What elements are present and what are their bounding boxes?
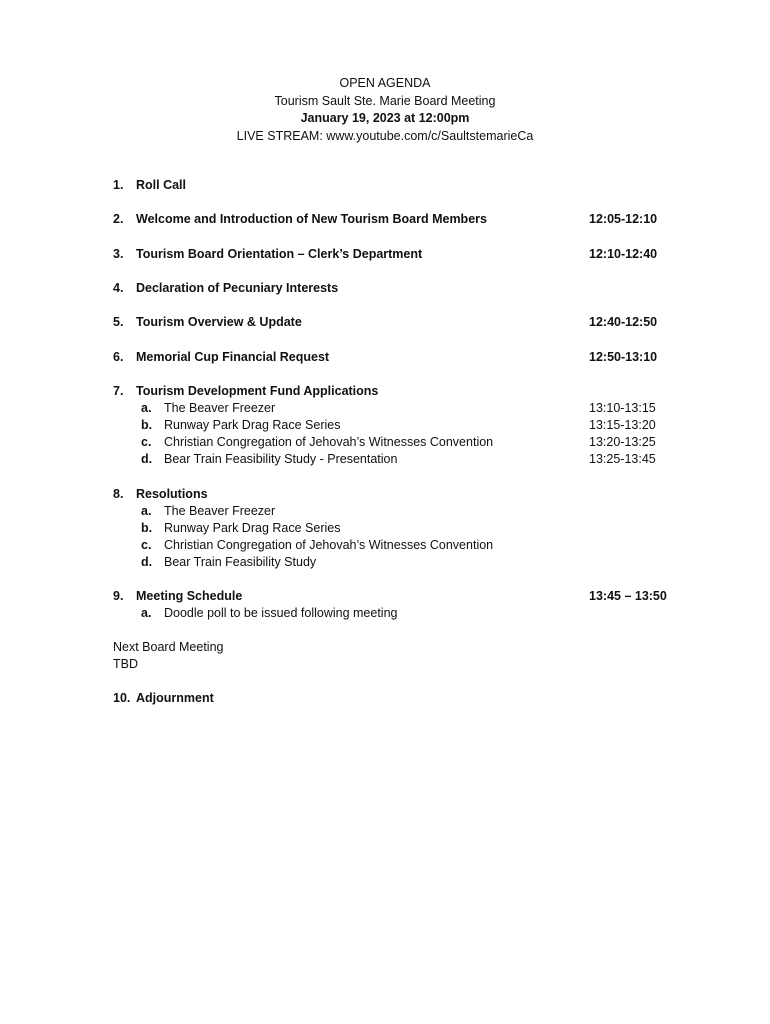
item-number: 1. [113, 178, 124, 192]
item-time: 12:50-13:10 [589, 350, 658, 364]
item-title: Resolutions [136, 487, 208, 501]
item-number: 8. [113, 487, 124, 501]
sub-item-letter: b. [141, 521, 153, 535]
sub-item-text: Christian Congregation of Jehovah’s Witnesses Convention [164, 538, 494, 552]
item-title: Adjournment [136, 691, 214, 705]
next-meeting-label: Next Board Meeting [113, 640, 224, 654]
item-time: 12:10-12:40 [589, 247, 658, 261]
sub-item-letter: a. [141, 504, 152, 518]
sub-item-text: Christian Congregation of Jehovah’s Witnesses Convention [164, 435, 494, 449]
item-title: Meeting Schedule [136, 589, 243, 603]
livestream-link: LIVE STREAM: www.youtube.com/c/SaultstemarieCa [236, 128, 534, 143]
item-time: 12:40-12:50 [589, 315, 658, 329]
sub-item-text: Bear Train Feasibility Study [164, 555, 317, 569]
sub-item-letter: c. [141, 538, 152, 552]
sub-item-letter: a. [141, 606, 152, 620]
agenda-title: OPEN AGENDA [339, 76, 431, 90]
item-title: Tourism Development Fund Applications [136, 384, 379, 398]
sub-item-time: 13:10-13:15 [589, 401, 656, 415]
sub-item-text: Doodle poll to be issued following meeting [164, 606, 398, 620]
item-number: 10. [113, 691, 131, 705]
sub-item-letter: d. [141, 555, 153, 569]
sub-item-text: The Beaver Freezer [164, 504, 276, 518]
item-title: Memorial Cup Financial Request [136, 350, 330, 364]
item-title: Tourism Overview & Update [136, 315, 302, 329]
sub-item-text: The Beaver Freezer [164, 401, 276, 415]
meeting-date: January 19, 2023 at 12:00pm [300, 111, 470, 125]
sub-item-letter: d. [141, 452, 153, 466]
sub-item-time: 13:25-13:45 [589, 452, 656, 466]
item-number: 4. [113, 281, 124, 295]
item-title: Roll Call [136, 178, 187, 192]
item-number: 5. [113, 315, 124, 329]
agenda-header [0, 75, 770, 145]
item-title: Welcome and Introduction of New Tourism Board Members [136, 212, 487, 226]
item-number: 7. [113, 384, 124, 398]
next-meeting-value: TBD [113, 657, 138, 671]
item-number: 3. [113, 247, 124, 261]
sub-item-letter: a. [141, 401, 152, 415]
sub-item-text: Runway Park Drag Race Series [164, 418, 341, 432]
item-number: 9. [113, 589, 124, 603]
meeting-name: Tourism Sault Ste. Marie Board Meeting [274, 93, 496, 108]
sub-item-text: Bear Train Feasibility Study - Presentation [164, 452, 398, 466]
item-number: 6. [113, 350, 124, 364]
item-number: 2. [113, 212, 124, 226]
sub-item-text: Runway Park Drag Race Series [164, 521, 341, 535]
sub-item-time: 13:15-13:20 [589, 418, 656, 432]
sub-item-letter: b. [141, 418, 153, 432]
item-title: Tourism Board Orientation – Clerk’s Department [136, 247, 423, 261]
item-time: 12:05-12:10 [589, 212, 658, 226]
item-title: Declaration of Pecuniary Interests [136, 281, 339, 295]
sub-item-letter: c. [141, 435, 152, 449]
item-time: 13:45 – 13:50 [589, 589, 667, 603]
sub-item-time: 13:20-13:25 [589, 435, 656, 449]
